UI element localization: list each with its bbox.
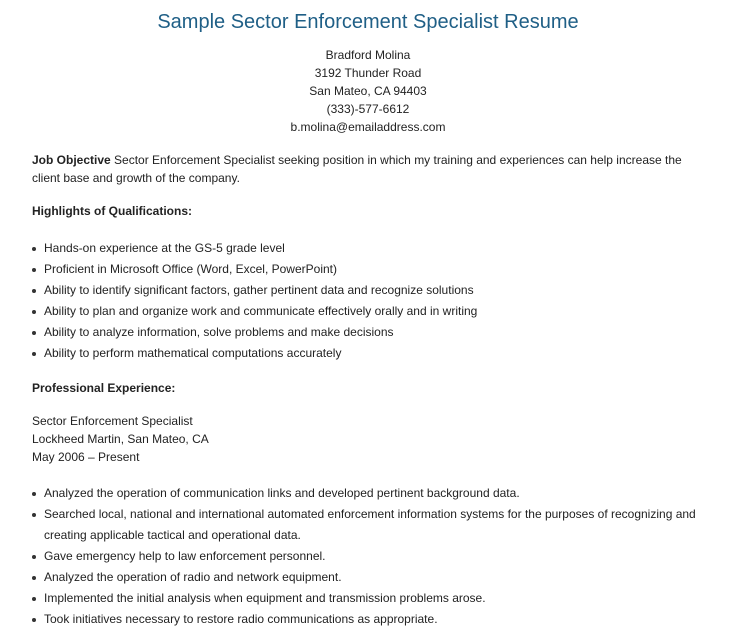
- job-dates: May 2006 – Present: [32, 450, 140, 464]
- job-title: Sector Enforcement Specialist: [32, 414, 193, 428]
- job-objective: [32, 152, 704, 187]
- list-item: Ability to plan and organize work and communicate effectively orally and in writing: [32, 301, 704, 322]
- list-item: Took initiatives necessary to restore radio communications as appropriate.: [32, 609, 704, 630]
- job-objective-text: Sector Enforcement Specialist seeking position in which my training and experiences can help increase the client base and growth of the company.: [32, 153, 682, 185]
- contact-name: Bradford Molina: [325, 48, 411, 62]
- contact-city: San Mateo, CA 94403: [309, 84, 427, 98]
- resume-title: Sample Sector Enforcement Specialist Resume: [157, 11, 579, 33]
- list-item: Implemented the initial analysis when equipment and transmission problems arose.: [32, 588, 704, 609]
- job-company: Lockheed Martin, San Mateo, CA: [32, 432, 209, 446]
- list-item: Hands-on experience at the GS-5 grade level: [32, 238, 704, 259]
- contact-email: b.molina@emailaddress.com: [290, 120, 446, 134]
- list-item: Ability to identify significant factors, gather pertinent data and recognize solutions: [32, 280, 704, 301]
- list-item: Ability to perform mathematical computations accurately: [32, 343, 704, 364]
- job-objective-label: Job Objective: [32, 153, 111, 167]
- list-item: Analyzed the operation of radio and network equipment.: [32, 567, 704, 588]
- list-item: Gave emergency help to law enforcement personnel.: [32, 546, 704, 567]
- job-meta: [32, 412, 704, 466]
- highlights-heading: Highlights of Qualifications:: [32, 204, 192, 218]
- list-item: Analyzed the operation of communication links and developed pertinent background data.: [32, 483, 704, 504]
- list-item: Searched local, national and international automated enforcement information systems for the purposes of recognizing and creating applicable tactical and operational data.: [32, 504, 704, 546]
- experience-heading: Professional Experience:: [32, 381, 176, 395]
- list-item: Proficient in Microsoft Office (Word, Excel, PowerPoint): [32, 259, 704, 280]
- contact-block: [32, 46, 704, 136]
- contact-phone: (333)-577-6612: [326, 102, 410, 116]
- experience-list: [32, 483, 704, 630]
- contact-street: 3192 Thunder Road: [314, 66, 422, 80]
- highlights-list: [32, 238, 704, 364]
- list-item: Ability to analyze information, solve problems and make decisions: [32, 322, 704, 343]
